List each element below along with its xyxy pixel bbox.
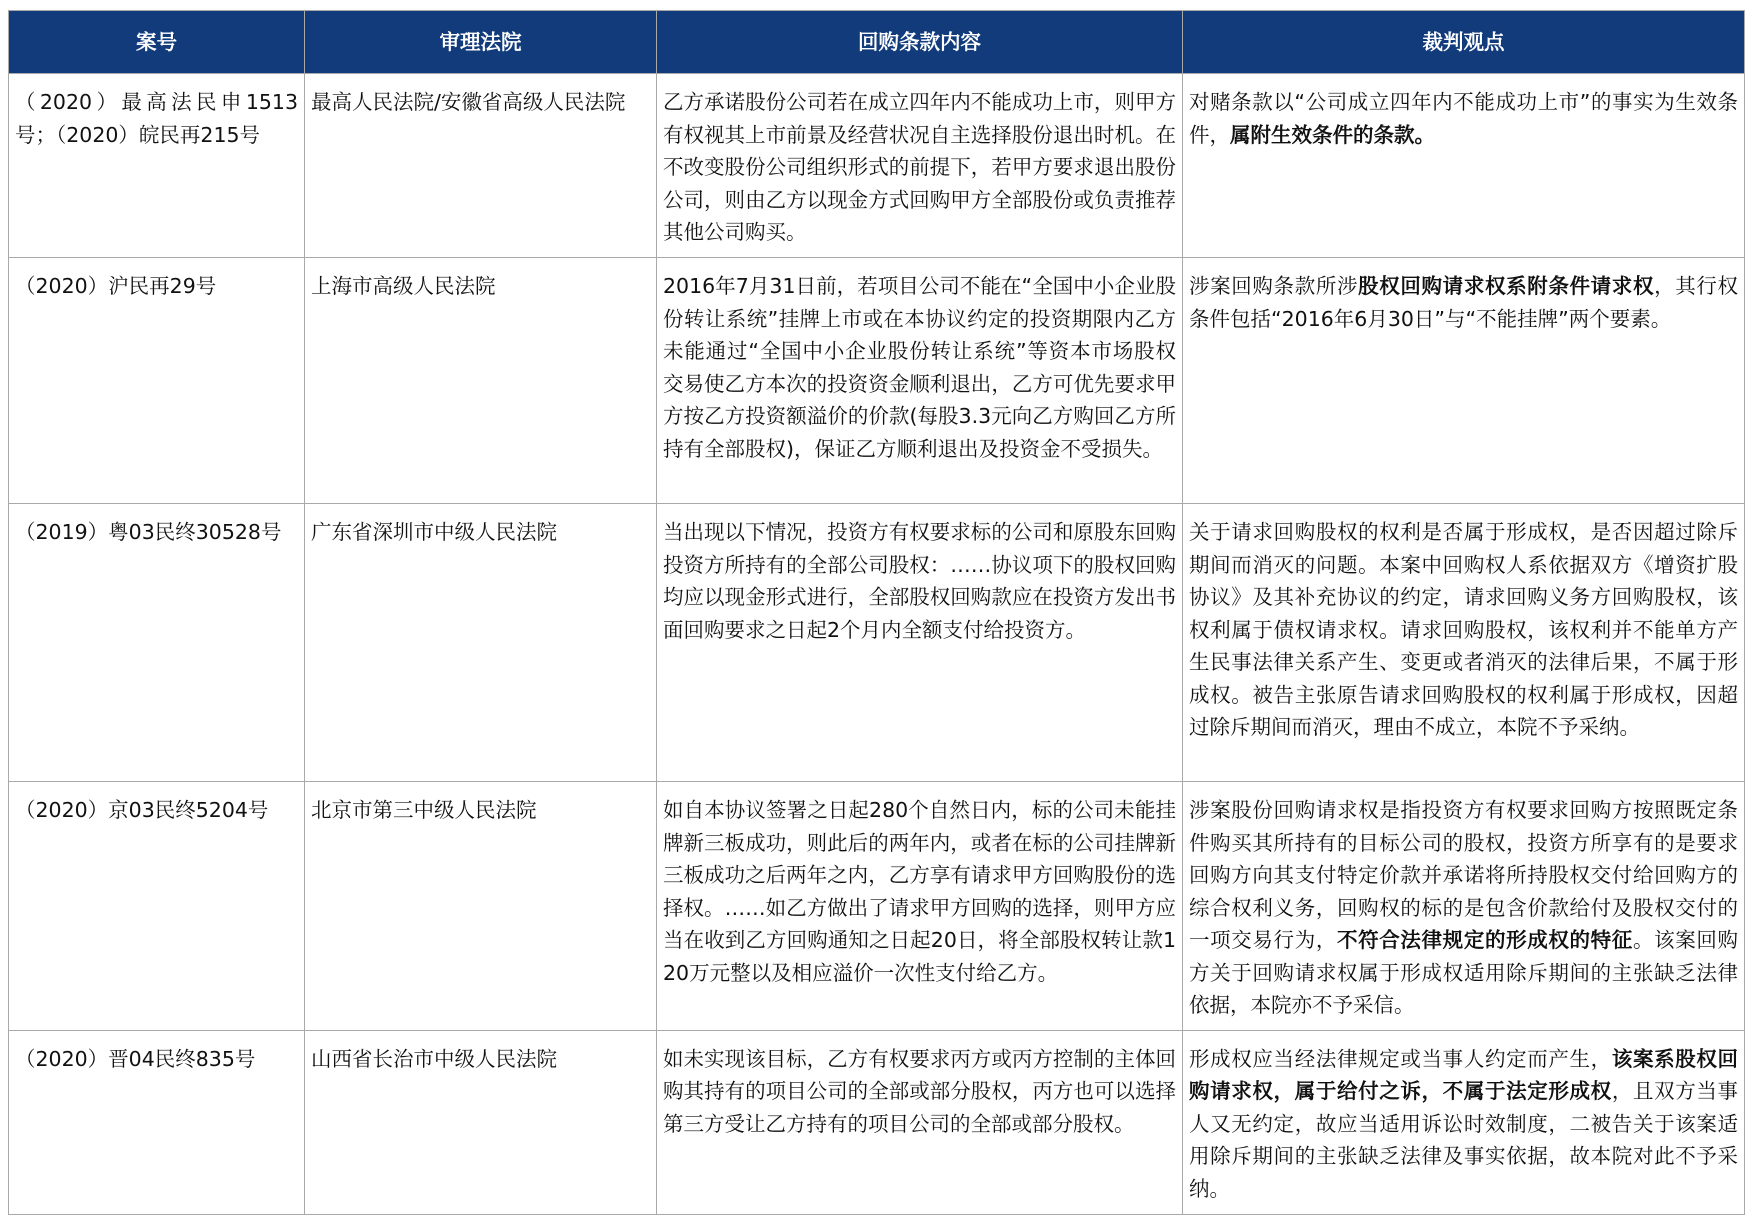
opinion-text: 涉案股份回购请求权是指投资方有权要求回购方按照既定条件购买其所持有的目标公司的股权，投资方所享有的是要求回购方向其支付特定价款并承诺将所持股权交付给回购方的综合权利义务，回购权的标的是包含价款给付及股权交付的一项交易行为， [1189, 798, 1738, 952]
table-row [9, 782, 1745, 1031]
clause-cell: 乙方承诺股份公司若在成立四年内不能成功上市，则甲方有权视其上市前景及经营状况自主选择股份退出时机。在不改变股份公司组织形式的前提下，若甲方要求退出股份公司，则由乙方以现金方式回购甲方全部股份或负责推荐其他公司购买。 [657, 74, 1183, 258]
table-row [9, 74, 1745, 258]
opinion-cell [1183, 504, 1745, 782]
clause-cell: 当出现以下情况，投资方有权要求标的公司和原股东回购投资方所持有的全部公司股权：……协议项下的股权回购均应以现金形式进行，全部股权回购款应在投资方发出书面回购要求之日起2个月内全额支付给投资方。 [657, 504, 1183, 782]
opinion-cell [1183, 782, 1745, 1031]
opinion-bold-text: 该案系股权回购请求权，属于给付之诉，不属于法定形成权 [1189, 1046, 1739, 1103]
header-row [9, 11, 1745, 74]
case-no-cell: （2020）最高法民申1513号；（2020）皖民再215号 [9, 74, 305, 258]
opinion-cell [1183, 258, 1745, 504]
clause-cell: 如未实现该目标，乙方有权要求丙方或丙方控制的主体回购其持有的项目公司的全部或部分股权，丙方也可以选择第三方受让乙方持有的项目公司的全部或部分股权。 [657, 1030, 1183, 1214]
case-no-cell: （2020）沪民再29号 [9, 258, 305, 504]
case-no-cell: （2020）京03民终5204号 [9, 782, 305, 1031]
opinion-text: 形成权应当经法律规定或当事人约定而产生， [1189, 1046, 1612, 1071]
table-row [9, 258, 1745, 504]
opinion-text: ，且双方当事人又无约定，故应当适用诉讼时效制度，二被告关于该案适用除斥期间的主张缺乏法律及事实依据，故本院对此不予采纳。 [1189, 1079, 1739, 1201]
opinion-text: 关于请求回购股权的权利是否属于形成权，是否因超过除斥期间而消灭的问题。本案中回购权人系依据双方《增资扩股协议》及其补充协议的约定，请求回购义务方回购股权，该权利属于债权请求权。请求回购股权，该权利并不能单方产生民事法律关系产生、变更或者消灭的法律后果，不属于形成权。被告主张原告请求回购股权的权利属于形成权，因超过除斥期间而消灭，理由不成立，本院不予采纳。 [1189, 520, 1738, 739]
case-no-cell: （2019）粤03民终30528号 [9, 504, 305, 782]
opinion-bold-text: 属附生效条件的条款。 [1230, 122, 1435, 147]
header-opinion: 裁判观点 [1183, 11, 1745, 74]
opinion-cell [1183, 1030, 1745, 1214]
opinion-text: 涉案回购条款所涉 [1189, 274, 1359, 298]
opinion-cell [1183, 74, 1745, 258]
opinion-bold-text: 不符合法律规定的形成权的特征 [1336, 928, 1633, 952]
table-header [9, 11, 1745, 74]
table-body [9, 74, 1745, 1215]
court-cell: 山西省长治市中级人民法院 [305, 1030, 657, 1214]
opinion-text: ，其行权条件包括“2016年6月30日”与“不能挂牌”两个要素。 [1189, 274, 1739, 331]
clause-cell: 如自本协议签署之日起280个自然日内，标的公司未能挂牌新三板成功，则此后的两年内，或者在标的公司挂牌新三板成功之后两年之内，乙方享有请求甲方回购股份的选择权。……如乙方做出了请求甲方回购的选择，则甲方应当在收到乙方回购通知之日起20日，将全部股权转让款120万元整以及相应溢价一次性支付给乙方。 [657, 782, 1183, 1031]
opinion-text: 。该案回购方关于回购请求权属于形成权适用除斥期间的主张缺乏法律依据，本院亦不予采信。 [1189, 928, 1739, 1017]
table-row [9, 1030, 1745, 1214]
case-comparison-table [8, 10, 1745, 1215]
clause-cell: 2016年7月31日前，若项目公司不能在“全国中小企业股份转让系统”挂牌上市或在本协议约定的投资期限内乙方未能通过“全国中小企业股份转让系统”等资本市场股权交易使乙方本次的投资资金顺利退出，乙方可优先要求甲方按乙方投资额溢价的价款(每股3.3元向乙方购回乙方所持有全部股权)，保证乙方顺利退出及投资金不受损失。 [657, 258, 1183, 504]
court-cell: 最高人民法院/安徽省高级人民法院 [305, 74, 657, 258]
header-court: 审理法院 [305, 11, 657, 74]
court-cell: 广东省深圳市中级人民法院 [305, 504, 657, 782]
court-cell: 北京市第三中级人民法院 [305, 782, 657, 1031]
table-row [9, 504, 1745, 782]
header-case-no: 案号 [9, 11, 305, 74]
opinion-text: 对赌条款以“公司成立四年内不能成功上市”的事实为生效条件， [1189, 90, 1738, 147]
opinion-bold-text: 股权回购请求权系附条件请求权 [1358, 274, 1655, 298]
header-clause: 回购条款内容 [657, 11, 1183, 74]
case-no-cell: （2020）晋04民终835号 [9, 1030, 305, 1214]
court-cell: 上海市高级人民法院 [305, 258, 657, 504]
